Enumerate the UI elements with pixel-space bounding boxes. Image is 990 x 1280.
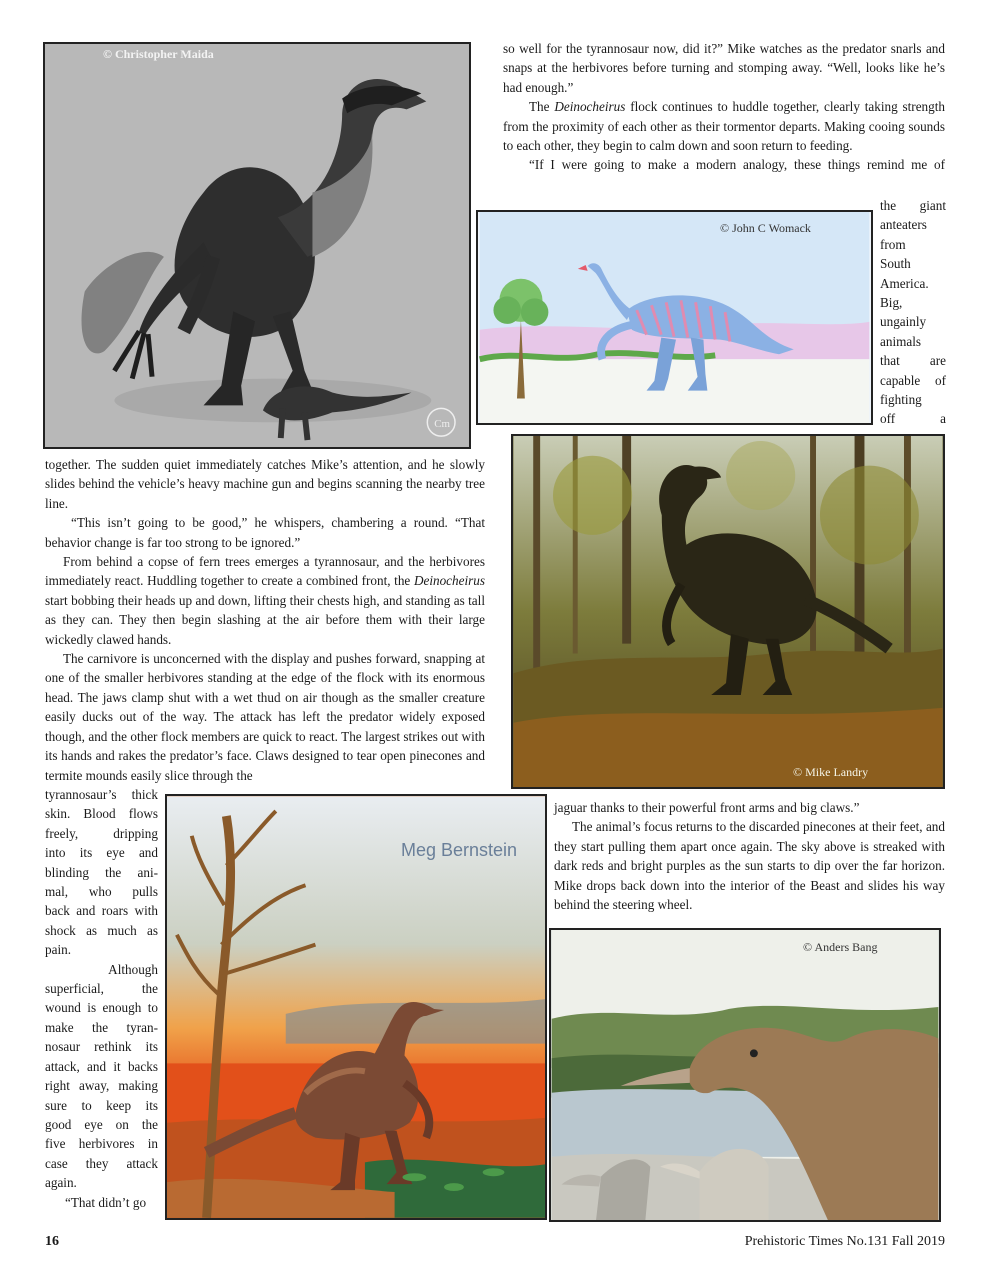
paragraph: The animal’s focus returns to the discarded pinecones at their feet, and they start pulling them apart once again. The sky above is streaked with dark reds and bright purples as the sun starts to dip over the far horizon. Mike drops back down into the interior of the Beast and slides his way behind the steering wheel. bbox=[554, 819, 945, 913]
credit-landry: © Mike Landry bbox=[793, 765, 869, 779]
text-line: “That didn’t go bbox=[65, 1194, 147, 1210]
text-line: that are bbox=[880, 353, 946, 369]
figure-womack-deinocheirus bbox=[476, 210, 873, 425]
text-line: Although bbox=[108, 961, 158, 977]
publication-footer: Prehistoric Times No.131 Fall 2019 bbox=[744, 1234, 945, 1249]
article-text-narrow-left bbox=[45, 785, 158, 1212]
text-line: blinding the ani- bbox=[45, 864, 158, 880]
text-line: back and roars with bbox=[45, 903, 158, 919]
text-line: skin. Blood flows bbox=[45, 806, 158, 822]
text-line: nosaur rethink its bbox=[45, 1039, 158, 1055]
text-line: into its eye and bbox=[45, 845, 158, 861]
paragraph: The carnivore is unconcerned with the display and pushes forward, snapping at one of the smaller herbivores standing at the edge of the flock with its enormous head. The jaws clamp shut with a wet thud on air though as the smaller creature easily ducks out of the way. The attack has left the predator widely exposed though, and the other flock members are quick to react. The largest strikes out with its hands and rakes the predator’s face. Claws designed to tear open pinecones and termite mounds easily slice through the bbox=[45, 651, 485, 783]
text-line: case they attack bbox=[45, 1155, 158, 1171]
text-line: South bbox=[880, 256, 911, 272]
figure-bernstein-deinocheirus bbox=[165, 794, 547, 1220]
credit-womack: © John C Womack bbox=[720, 221, 811, 235]
text-line: fighting bbox=[880, 392, 922, 408]
bang-illustration bbox=[551, 930, 939, 1220]
text-line: sure to keep its bbox=[45, 1097, 158, 1113]
paragraph: “This isn’t going to be good,” he whispers, chambering a round. “That behavior change is far too strong to be ignored.” bbox=[45, 515, 485, 550]
article-text-right-top bbox=[503, 39, 945, 175]
paragraph: From behind a copse of fern trees emerges a tyrannosaur, and the herbivores immediately react. Huddling together to create a combined front, the Deinocheirus start bobbing their heads up and down, lifting their chests high, and standing as tall as they can. They then begin slashing at the air before them with their large wickedly clawed hands. bbox=[45, 554, 486, 647]
text-line: make the tyran- bbox=[45, 1019, 158, 1035]
paragraph: jaguar thanks to their powerful front arms and big claws.” bbox=[554, 800, 860, 815]
figure-bang-deinocheirus bbox=[549, 928, 941, 1222]
article-text-right-mid bbox=[554, 798, 945, 914]
text-line: animals bbox=[880, 333, 922, 349]
text-line: wound is enough to bbox=[45, 1000, 158, 1016]
text-line: right away, making bbox=[45, 1078, 158, 1094]
text-line: mal, who pulls bbox=[45, 884, 158, 900]
text-line: Big, bbox=[880, 295, 903, 311]
text-line: shock as much as bbox=[45, 922, 158, 938]
text-line: good eye on the bbox=[45, 1116, 158, 1132]
paragraph: together. The sudden quiet immediately catches Mike’s attention, and he slowly slides behind the vehicle’s heavy machine gun and begins scanning the nearby tree line. bbox=[45, 457, 485, 511]
paragraph: The Deinocheirus flock continues to huddle together, clearly taking strength from the proximity of each other as their tormentor departs. Making cooing sounds to each other, they begin to calm down and soon return to feeding. bbox=[503, 99, 945, 154]
figure-maida-deinocheirus bbox=[43, 42, 471, 449]
maida-illustration bbox=[45, 44, 469, 447]
paragraph: “If I were going to make a modern analogy, these things remind me of bbox=[529, 157, 945, 173]
text-line: ungainly bbox=[880, 314, 927, 330]
womack-illustration bbox=[478, 212, 871, 423]
credit-bernstein: Meg Bernstein bbox=[401, 840, 518, 860]
text-line: attack, and it backs bbox=[45, 1058, 158, 1074]
figure-landry-deinocheirus bbox=[511, 434, 945, 789]
page-number: 16 bbox=[45, 1234, 59, 1249]
text-line: off a bbox=[880, 411, 946, 427]
article-text-left-mid bbox=[45, 455, 485, 785]
article-text-narrow-right bbox=[880, 196, 946, 429]
text-line: tyrannosaur’s thick bbox=[45, 787, 158, 802]
text-line: pain. bbox=[45, 942, 72, 958]
svg-text:Cm: Cm bbox=[434, 418, 450, 431]
credit-bang: © Anders Bang bbox=[803, 940, 878, 954]
landry-illustration bbox=[513, 436, 943, 787]
text-line: capable of bbox=[880, 372, 946, 388]
text-line: five herbivores in bbox=[45, 1136, 158, 1152]
text-line: superficial, the bbox=[45, 981, 158, 997]
text-line: the giant bbox=[880, 198, 946, 213]
text-line: anteaters bbox=[880, 217, 927, 233]
text-line: from bbox=[880, 236, 906, 252]
paragraph: so well for the tyrannosaur now, did it?” Mike watches as the predator snarls and snaps at the herbivores before turning and stomping away. “Well, looks like he’s had enough.” bbox=[503, 41, 945, 95]
text-line: America. bbox=[880, 275, 929, 291]
text-line: freely, dripping bbox=[45, 825, 158, 841]
text-line: again. bbox=[45, 1175, 77, 1191]
credit-maida: © Christopher Maida bbox=[103, 47, 214, 61]
